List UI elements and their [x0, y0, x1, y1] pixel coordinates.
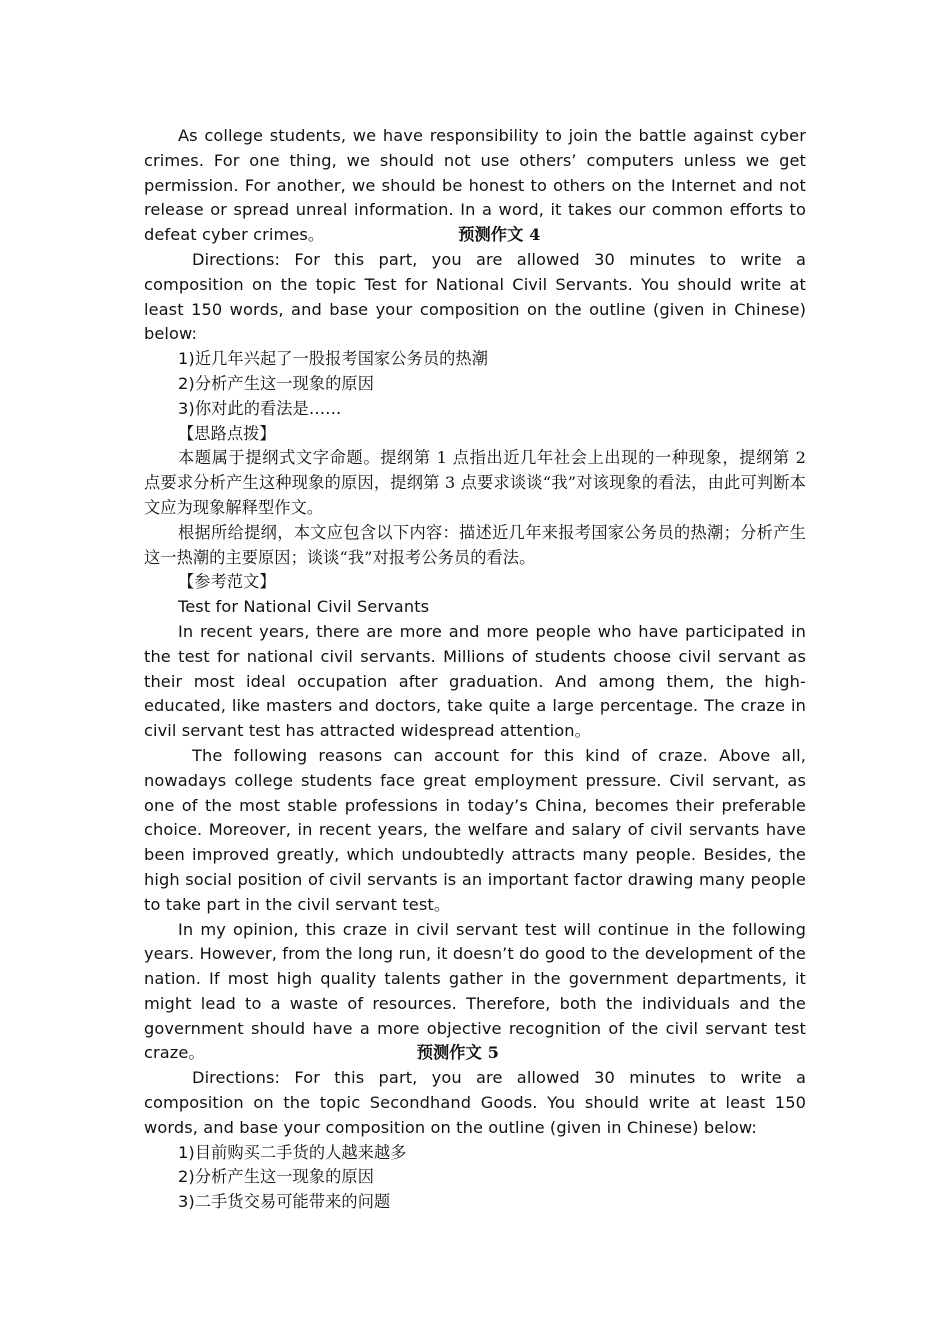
outline-text: 近几年兴起了一股报考国家公务员的热潮 — [194, 349, 489, 369]
outline-text: 分析产生这一现象的原因 — [194, 1167, 374, 1187]
outline-number: 3) — [178, 398, 195, 418]
tips-title: 【思路点拨】 — [178, 423, 276, 443]
document-page — [144, 124, 806, 1215]
outline-text: 目前购买二手货的人越来越多 — [194, 1142, 407, 1162]
heading-essay-5: 预测作文 5 — [416, 1043, 499, 1063]
directions-5: Directions: For this part, you are allowed 30 minutes to write a composition on the topic Secondhand Goods. You should write at least 150 words, and base your composition on the outline (given in Chinese) below: — [144, 1068, 806, 1137]
outline-number: 1) — [178, 1142, 195, 1162]
essay-paragraph-3-text: In my opinion, this craze in civil servant test will continue in the following years. However, from the long run, it doesn’t do good to the development of the nation. If most high quality talents gather in the government departments, it might lead to a waste of resources. Therefore, both the individuals and the government should have a more objective recognition of the civil servant test craze。 — [144, 919, 806, 1063]
outline-4-item-3 — [144, 397, 806, 422]
essay-paragraph-3 — [144, 918, 806, 1067]
cyber-crime-paragraph — [144, 124, 806, 248]
heading-essay-4: 预测作文 4 — [458, 225, 541, 245]
outline-5-item-3 — [144, 1190, 806, 1215]
outline-number: 3) — [178, 1192, 195, 1212]
outline-number: 2) — [178, 1167, 195, 1187]
outline-4-item-1 — [144, 347, 806, 372]
outline-text: 二手货交易可能带来的问题 — [194, 1192, 391, 1212]
essay-title: Test for National Civil Servants — [178, 597, 430, 617]
essay-paragraph-1: In recent years, there are more and more people who have participated in the test for national civil servants. Millions of students choose civil servant as their most ideal occupation after graduation. And among them, the high-educated, like masters and doctors, take quite a large percentage. The craze in civil servant test has attracted widespread attention。 — [144, 621, 806, 741]
outline-text: 你对此的看法是…… — [194, 398, 342, 418]
tips-paragraph-2: 根据所给提纲，本文应包含以下内容：描述近几年来报考国家公务员的热潮；分析产生这一热潮的主要原因；谈谈“我”对报考公务员的看法。 — [144, 522, 806, 567]
directions-4: Directions: For this part, you are allowed 30 minutes to write a composition on the topic Test for National Civil Servants. You should write at least 150 words, and base your composition on the outline (given in Chinese) below: — [144, 249, 806, 344]
outline-number: 2) — [178, 373, 195, 393]
outline-5-item-2 — [144, 1165, 806, 1190]
essay-paragraph-2: The following reasons can account for this kind of craze. Above all, nowadays college students face great employment pressure. Civil servant, as one of the most stable professions in today’s China, becomes their preferable choice. Moreover, in recent years, the welfare and salary of civil servants have been improved greatly, which undoubtedly attracts many people. Besides, the high social position of civil servants is an important factor drawing many people to take part in the civil servant test。 — [144, 745, 806, 914]
outline-text: 分析产生这一现象的原因 — [194, 373, 374, 393]
tips-paragraph-1: 本题属于提纲式文字命题。提纲第 1 点指出近几年社会上出现的一种现象，提纲第 2 点要求分析产生这种现象的原因，提纲第 3 点要求谈谈“我”对该现象的看法，由此可判断本文应为现象解释型作文。 — [144, 448, 806, 517]
cyber-crime-text: As college students, we have responsibility to join the battle against cyber crimes. For one thing, we should not use others’ computers unless we get permission. For another, we should be honest to others on the Internet and not release or spread unreal information. In a word, it takes our common efforts to defeat cyber crimes。 — [144, 126, 806, 245]
outline-number: 1) — [178, 349, 195, 369]
outline-4-item-2 — [144, 372, 806, 397]
sample-title: 【参考范文】 — [178, 572, 276, 592]
outline-5-item-1 — [144, 1141, 806, 1166]
